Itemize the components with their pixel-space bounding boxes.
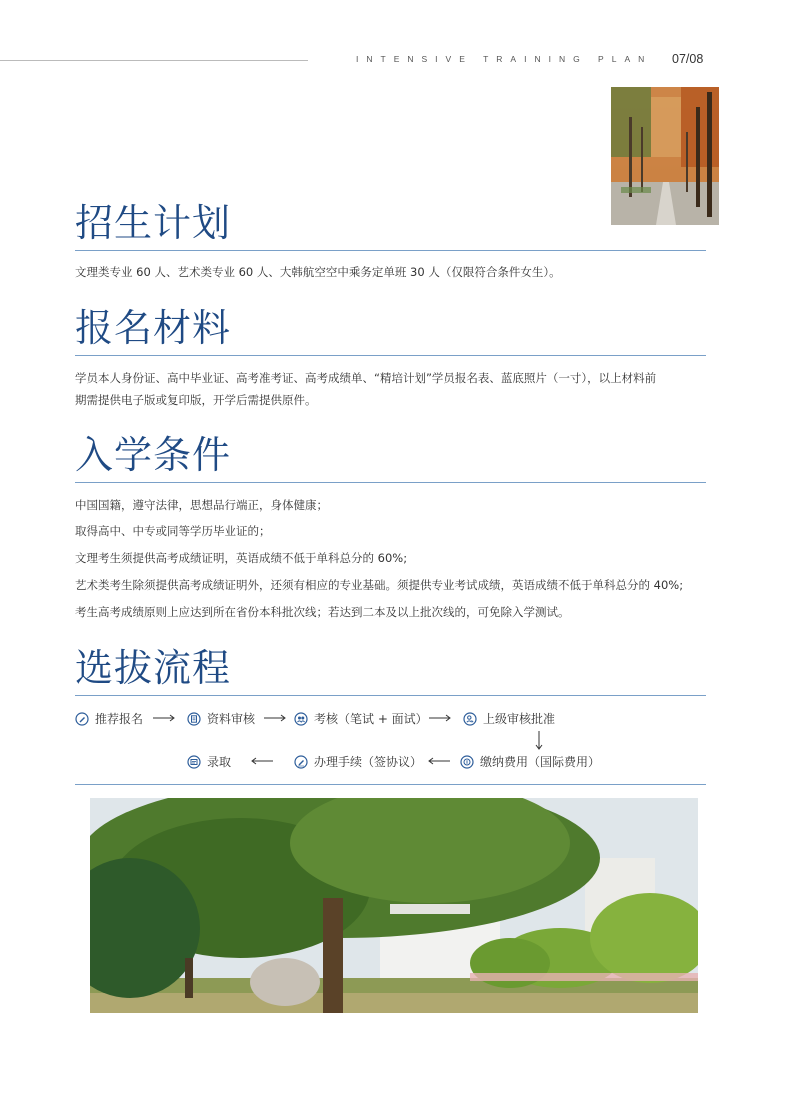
flow-step-label: 推荐报名 (95, 712, 144, 726)
materials-line: 期需提供电子版或复印版，开学后需提供原件。 (75, 393, 317, 407)
condition-line: 艺术类考生除须提供高考成绩证明外，还须有相应的专业基础。须提供专业考试成绩，英语成绩不低于单科总分的 40%; (75, 578, 684, 592)
enrollment-text: 文理类专业 60 人、艺术类专业 60 人、大韩航空空中乘务定单班 30 人（仅限符合条件女生）。 (75, 265, 561, 279)
flow-step-review (187, 710, 255, 727)
flow-step-approval (463, 710, 555, 727)
arrow-down-icon (534, 731, 544, 751)
section-rule (75, 482, 706, 483)
flow-step-exam (294, 710, 428, 727)
arrow-right-icon (153, 713, 177, 723)
page-number: 07/08 (672, 52, 704, 66)
campus-avenue-photo (611, 87, 719, 225)
flow-step-label: 缴纳费用（国际费用） (480, 755, 601, 769)
arrow-right-icon (429, 713, 453, 723)
condition-line: 文理考生须提供高考成绩证明，英语成绩不低于单科总分的 60%; (75, 551, 408, 565)
arrow-right-icon (264, 713, 288, 723)
flow-step-label: 资料审核 (207, 712, 256, 726)
certificate-icon (187, 755, 201, 769)
flow-step-admission (187, 753, 231, 770)
sign-icon (294, 755, 308, 769)
campus-tree-photo (90, 798, 698, 1013)
section-rule (75, 695, 706, 696)
flow-step-procedures (294, 753, 422, 770)
arrow-left-icon (249, 756, 273, 766)
flow-step-payment (460, 753, 600, 770)
pencil-icon (75, 712, 89, 726)
condition-line: 取得高中、中专或同等学历毕业证的； (75, 524, 271, 538)
header-rule (0, 60, 308, 61)
materials-line: 学员本人身份证、高中毕业证、高考准考证、高考成绩单、“精培计划”学员报名表、蓝底照片（一寸），以上材料前 (75, 371, 657, 385)
flow-step-label: 考核（笔试 + 面试） (314, 712, 428, 726)
section-title-materials: 报名材料 (75, 306, 232, 350)
arrow-left-icon (426, 756, 450, 766)
flow-step-label: 上级审核批准 (483, 712, 556, 726)
section-rule (75, 784, 706, 785)
header-tagline: INTENSIVE TRAINING PLAN (356, 54, 653, 64)
condition-line: 中国国籍，遵守法律，思想品行端正，身体健康； (75, 498, 328, 512)
people-icon (294, 712, 308, 726)
section-title-process: 选拔流程 (75, 646, 232, 690)
flow-step-recommend (75, 710, 143, 727)
section-title-conditions: 入学条件 (75, 433, 232, 477)
condition-line: 考生高考成绩原则上应达到所在省份本科批次线；若达到二本及以上批次线的，可免除入学测试。 (75, 605, 570, 619)
flow-step-label: 录取 (207, 755, 232, 769)
document-icon (187, 712, 201, 726)
person-search-icon (463, 712, 477, 726)
flow-step-label: 办理手续（签协议） (314, 755, 423, 769)
section-title-enrollment: 招生计划 (75, 201, 232, 245)
payment-icon (460, 755, 474, 769)
section-rule (75, 355, 706, 356)
section-rule (75, 250, 706, 251)
